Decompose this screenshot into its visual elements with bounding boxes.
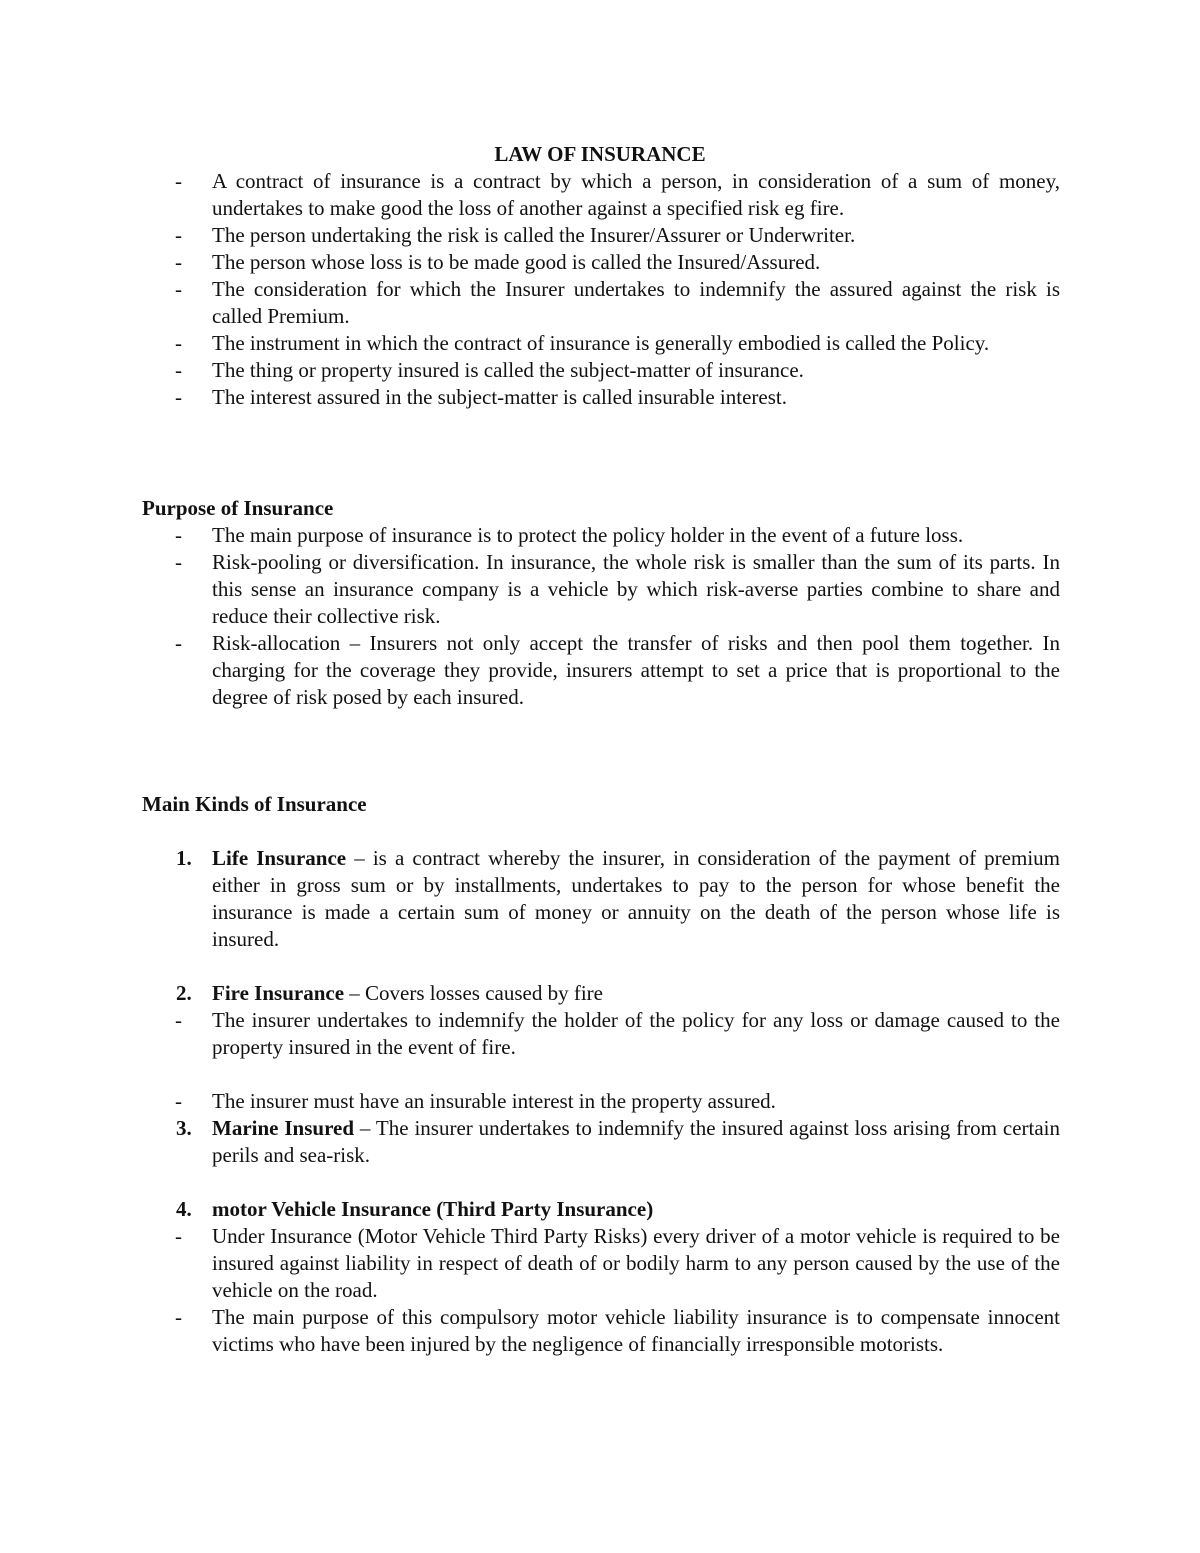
list-item: - The insurer must have an insurable interest in the property assured. (175, 1089, 776, 1113)
dash-bullet: - (175, 169, 182, 193)
dash-bullet: - (175, 385, 182, 409)
page-title: LAW OF INSURANCE (494, 142, 706, 166)
section-heading-purpose: Purpose of Insurance (142, 496, 334, 520)
list-item: - The main purpose of this compulsory motor vehicle liability insurance is to compensate innocent victims who have been injured by the negligence of financially irresponsible motorists. (175, 1305, 1060, 1356)
list-item: - A contract of insurance is a contract by which a person, in consideration of a sum of money, undertakes to make good the loss of another against a specified risk eg fire. (175, 169, 1060, 220)
item-number: 3. (176, 1116, 192, 1140)
dash-bullet: - (175, 631, 182, 655)
list-item: - The instrument in which the contract of insurance is generally embodied is called the Policy. (175, 331, 990, 355)
dash-bullet: - (175, 250, 182, 274)
item-title: Fire Insurance (212, 981, 345, 1005)
kinds-list (142, 845, 1060, 1358)
dash-bullet: - (175, 223, 182, 247)
numbered-item-life: 1. Life Insurance – is a contract whereby the insurer, in consideration of the payment of premium either in gross sum or by installments, undertakes to pay to the person for whose benefit the insurance is made a certain sum of money or annuity on the death of the person whose life is insured. (176, 846, 1060, 951)
list-item: - The thing or property insured is called the subject-matter of insurance. (175, 358, 804, 382)
list-item: - Risk-pooling or diversification. In insurance, the whole risk is smaller than the sum of its parts. In this sense an insurance company is a vehicle by which risk-averse parties combine to share and reduce their collective risk. (175, 550, 1060, 628)
dash-bullet: - (175, 358, 182, 382)
dash-bullet: - (175, 1224, 182, 1248)
item-number: 2. (176, 981, 192, 1005)
dash-bullet: - (175, 523, 182, 547)
list-item: - The person undertaking the risk is called the Insurer/Assurer or Underwriter. (175, 223, 856, 247)
dash-bullet: - (175, 331, 182, 355)
item-number: 4. (176, 1197, 192, 1221)
section-heading-kinds: Main Kinds of Insurance (142, 792, 367, 816)
list-item: - Risk-allocation – Insurers not only accept the transfer of risks and then pool them together. In charging for the coverage they provide, insurers attempt to set a price that is proportional to the degree of risk posed by each insured. (175, 631, 1060, 709)
item-title: Marine Insured (212, 1116, 355, 1140)
list-item: - The interest assured in the subject-matter is called insurable interest. (175, 385, 787, 409)
numbered-item-motor (142, 1196, 1060, 1223)
dash-bullet: - (175, 550, 182, 574)
list-item: - The insurer undertakes to indemnify the holder of the policy for any loss or damage caused to the property insured in the event of fire. (175, 1008, 1060, 1059)
intro-list (142, 168, 1060, 411)
item-number: 1. (176, 846, 192, 870)
dash-bullet: - (175, 1008, 182, 1032)
list-item: - The main purpose of insurance is to protect the policy holder in the event of a future loss. (175, 523, 964, 547)
dash-bullet: - (175, 277, 182, 301)
dash-bullet: - (175, 1305, 182, 1329)
item-title: motor Vehicle Insurance (Third Party Insurance) (212, 1197, 654, 1221)
list-item: - The person whose loss is to be made good is called the Insured/Assured. (175, 250, 821, 274)
dash-bullet: - (175, 1089, 182, 1113)
list-item: - The consideration for which the Insurer undertakes to indemnify the assured against the risk is called Premium. (175, 277, 1060, 328)
numbered-item-marine: 3. Marine Insured – The insurer undertakes to indemnify the insured against loss arising from certain perils and sea-risk. (176, 1116, 1061, 1167)
numbered-item-fire: 2. Fire Insurance – Covers losses caused by fire (176, 981, 603, 1005)
list-item: - Under Insurance (Motor Vehicle Third Party Risks) every driver of a motor vehicle is required to be insured against liability in respect of death of or bodily harm to any person caused by the use of the vehicle on the road. (175, 1224, 1060, 1302)
item-title: Life Insurance (212, 846, 347, 870)
purpose-list (142, 522, 1060, 711)
